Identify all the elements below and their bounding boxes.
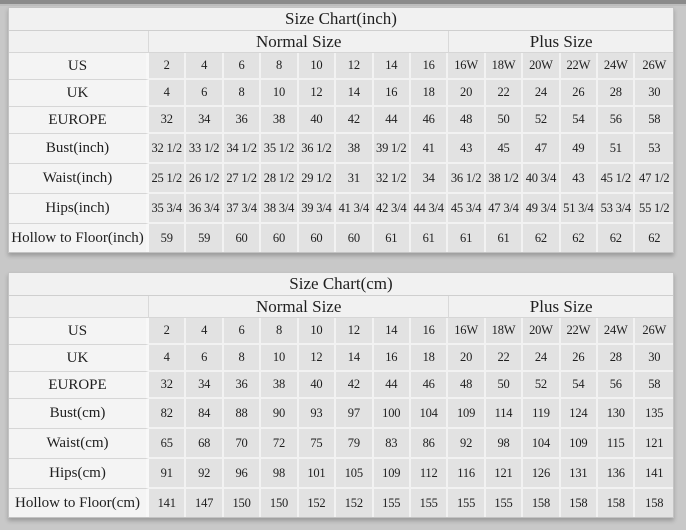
- group-header-row: [9, 31, 673, 53]
- size-cell: 141: [635, 459, 673, 489]
- size-cell: 12: [299, 345, 336, 372]
- size-cell: 32: [149, 372, 186, 399]
- size-cell: 152: [336, 489, 373, 517]
- size-cell: 24W: [598, 318, 635, 345]
- size-cell: 31: [336, 164, 373, 194]
- size-cell: 16: [374, 80, 411, 107]
- title-row: [9, 273, 673, 296]
- group-normal-size: Normal Size: [149, 296, 448, 318]
- size-cell: 60: [336, 224, 373, 252]
- size-cell: 2: [149, 318, 186, 345]
- size-cell: 6: [224, 318, 261, 345]
- size-cell: 49: [561, 134, 598, 164]
- size-cell: 28: [598, 80, 635, 107]
- row-label: Waist(cm): [9, 429, 149, 459]
- size-cell: 115: [598, 429, 635, 459]
- table-row: [9, 194, 673, 224]
- size-cell: 20W: [523, 53, 560, 80]
- size-cell: 47 3/4: [486, 194, 523, 224]
- size-cell: 4: [149, 80, 186, 107]
- size-cell: 147: [186, 489, 223, 517]
- size-cell: 98: [486, 429, 523, 459]
- size-cell: 25 1/2: [149, 164, 186, 194]
- size-cell: 18W: [486, 318, 523, 345]
- table-title: Size Chart(cm): [9, 273, 673, 296]
- size-cell: 24: [523, 345, 560, 372]
- size-cell: 32 1/2: [149, 134, 186, 164]
- size-cell: 59: [186, 224, 223, 252]
- size-cell: 61: [374, 224, 411, 252]
- size-cell: 130: [598, 399, 635, 429]
- size-cell: 56: [598, 107, 635, 134]
- size-cell: 56: [598, 372, 635, 399]
- size-cell: 104: [523, 429, 560, 459]
- size-cell: 114: [486, 399, 523, 429]
- size-cell: 16: [411, 53, 448, 80]
- size-cell: 116: [448, 459, 485, 489]
- window-top-edge: [0, 0, 686, 6]
- group-plus-size: Plus Size: [448, 31, 673, 53]
- group-plus-size: Plus Size: [448, 296, 673, 318]
- size-cell: 12: [336, 53, 373, 80]
- size-cell: 155: [448, 489, 485, 517]
- size-cell: 18: [411, 80, 448, 107]
- size-cell: 50: [486, 107, 523, 134]
- size-cell: 43: [561, 164, 598, 194]
- size-cell: 41: [411, 134, 448, 164]
- row-label: Hips(cm): [9, 459, 149, 489]
- table-row: [9, 107, 673, 134]
- size-cell: 38 1/2: [486, 164, 523, 194]
- size-cell: 51: [598, 134, 635, 164]
- row-label: EUROPE: [9, 372, 149, 399]
- size-cell: 34: [411, 164, 448, 194]
- size-cell: 59: [149, 224, 186, 252]
- row-label: Bust(inch): [9, 134, 149, 164]
- size-cell: 53 3/4: [598, 194, 635, 224]
- size-cell: 16: [411, 318, 448, 345]
- size-cell: 86: [411, 429, 448, 459]
- size-cell: 18W: [486, 53, 523, 80]
- table-row: [9, 164, 673, 194]
- size-cell: 42: [336, 372, 373, 399]
- size-cell: 82: [149, 399, 186, 429]
- size-cell: 51 3/4: [561, 194, 598, 224]
- size-cell: 44: [374, 372, 411, 399]
- size-cell: 98: [261, 459, 298, 489]
- table-row: [9, 429, 673, 459]
- size-cell: 46: [411, 107, 448, 134]
- size-cell: 30: [635, 345, 673, 372]
- row-label: Hollow to Floor(cm): [9, 489, 149, 517]
- title-row: [9, 8, 673, 31]
- size-cell: 38: [261, 107, 298, 134]
- row-label: UK: [9, 345, 149, 372]
- size-cell: 158: [561, 489, 598, 517]
- size-cell: 35 3/4: [149, 194, 186, 224]
- size-cell: 92: [186, 459, 223, 489]
- size-cell: 48: [448, 372, 485, 399]
- size-cell: 126: [523, 459, 560, 489]
- size-cell: 88: [224, 399, 261, 429]
- size-cell: 61: [411, 224, 448, 252]
- size-cell: 62: [598, 224, 635, 252]
- size-cell: 33 1/2: [186, 134, 223, 164]
- size-cell: 136: [598, 459, 635, 489]
- size-cell: 4: [149, 345, 186, 372]
- row-label: EUROPE: [9, 107, 149, 134]
- size-cell: 105: [336, 459, 373, 489]
- size-cell: 27 1/2: [224, 164, 261, 194]
- table-row: [9, 459, 673, 489]
- size-cell: 8: [224, 345, 261, 372]
- size-cell: 36: [224, 107, 261, 134]
- row-label: US: [9, 318, 149, 345]
- size-cell: 58: [635, 372, 673, 399]
- size-cell: 131: [561, 459, 598, 489]
- size-cell: 121: [486, 459, 523, 489]
- size-cell: 75: [299, 429, 336, 459]
- size-cell: 60: [224, 224, 261, 252]
- size-cell: 8: [261, 318, 298, 345]
- size-cell: 28: [598, 345, 635, 372]
- size-cell: 55 1/2: [635, 194, 673, 224]
- size-cell: 14: [336, 80, 373, 107]
- size-cell: 16W: [448, 53, 485, 80]
- size-cell: 79: [336, 429, 373, 459]
- table-title: Size Chart(inch): [9, 8, 673, 31]
- corner-cell: [9, 296, 149, 318]
- size-cell: 44 3/4: [411, 194, 448, 224]
- size-cell: 22W: [561, 318, 598, 345]
- size-cell: 158: [523, 489, 560, 517]
- size-cell: 20: [448, 80, 485, 107]
- size-cell: 4: [186, 53, 223, 80]
- size-cell: 45 3/4: [448, 194, 485, 224]
- size-cell: 10: [261, 345, 298, 372]
- size-cell: 41 3/4: [336, 194, 373, 224]
- size-cell: 14: [374, 318, 411, 345]
- size-cell: 34: [186, 372, 223, 399]
- table-row: [9, 224, 673, 252]
- size-cell: 121: [635, 429, 673, 459]
- size-cell: 2: [149, 53, 186, 80]
- row-label: Bust(cm): [9, 399, 149, 429]
- size-cell: 61: [486, 224, 523, 252]
- size-chart-inch-table: [8, 7, 674, 253]
- size-cell: 49 3/4: [523, 194, 560, 224]
- group-header-row: [9, 296, 673, 318]
- size-cell: 155: [411, 489, 448, 517]
- size-cell: 36 3/4: [186, 194, 223, 224]
- size-cell: 43: [448, 134, 485, 164]
- size-cell: 38: [261, 372, 298, 399]
- size-cell: 54: [561, 107, 598, 134]
- size-cell: 10: [299, 318, 336, 345]
- size-cell: 83: [374, 429, 411, 459]
- table-row: [9, 134, 673, 164]
- size-cell: 70: [224, 429, 261, 459]
- table-row: [9, 372, 673, 399]
- size-cell: 14: [336, 345, 373, 372]
- size-cell: 10: [261, 80, 298, 107]
- size-cell: 150: [261, 489, 298, 517]
- size-cell: 124: [561, 399, 598, 429]
- size-cell: 93: [299, 399, 336, 429]
- size-cell: 84: [186, 399, 223, 429]
- size-cell: 158: [598, 489, 635, 517]
- size-cell: 54: [561, 372, 598, 399]
- size-cell: 158: [635, 489, 673, 517]
- size-cell: 34: [186, 107, 223, 134]
- size-cell: 92: [448, 429, 485, 459]
- size-cell: 48: [448, 107, 485, 134]
- size-cell: 155: [374, 489, 411, 517]
- size-cell: 38: [336, 134, 373, 164]
- size-cell: 26 1/2: [186, 164, 223, 194]
- size-cell: 53: [635, 134, 673, 164]
- size-cell: 109: [448, 399, 485, 429]
- size-cell: 26W: [635, 53, 673, 80]
- size-cell: 38 3/4: [261, 194, 298, 224]
- size-cell: 109: [561, 429, 598, 459]
- table-row: [9, 345, 673, 372]
- size-cell: 24W: [598, 53, 635, 80]
- size-cell: 150: [224, 489, 261, 517]
- size-cell: 42 3/4: [374, 194, 411, 224]
- size-cell: 119: [523, 399, 560, 429]
- size-cell: 52: [523, 107, 560, 134]
- size-cell: 141: [149, 489, 186, 517]
- size-cell: 8: [261, 53, 298, 80]
- size-cell: 22: [486, 345, 523, 372]
- corner-cell: [9, 31, 149, 53]
- size-cell: 12: [299, 80, 336, 107]
- size-cell: 42: [336, 107, 373, 134]
- size-cell: 50: [486, 372, 523, 399]
- size-cell: 44: [374, 107, 411, 134]
- size-cell: 32: [149, 107, 186, 134]
- size-cell: 24: [523, 80, 560, 107]
- size-cell: 100: [374, 399, 411, 429]
- size-cell: 36: [224, 372, 261, 399]
- size-cell: 6: [224, 53, 261, 80]
- size-cell: 10: [299, 53, 336, 80]
- size-cell: 29 1/2: [299, 164, 336, 194]
- size-cell: 112: [411, 459, 448, 489]
- size-cell: 40 3/4: [523, 164, 560, 194]
- size-cell: 28 1/2: [261, 164, 298, 194]
- size-cell: 30: [635, 80, 673, 107]
- size-cell: 58: [635, 107, 673, 134]
- size-cell: 60: [261, 224, 298, 252]
- size-cell: 6: [186, 345, 223, 372]
- size-cell: 40: [299, 372, 336, 399]
- row-label: Hollow to Floor(inch): [9, 224, 149, 252]
- size-cell: 91: [149, 459, 186, 489]
- row-label: Waist(inch): [9, 164, 149, 194]
- size-cell: 47: [523, 134, 560, 164]
- table-row: [9, 80, 673, 107]
- size-cell: 47 1/2: [635, 164, 673, 194]
- size-cell: 4: [186, 318, 223, 345]
- size-cell: 35 1/2: [261, 134, 298, 164]
- size-cell: 6: [186, 80, 223, 107]
- size-cell: 104: [411, 399, 448, 429]
- size-cell: 20: [448, 345, 485, 372]
- size-cell: 39 1/2: [374, 134, 411, 164]
- size-cell: 62: [523, 224, 560, 252]
- size-cell: 16W: [448, 318, 485, 345]
- size-cell: 14: [374, 53, 411, 80]
- size-cell: 96: [224, 459, 261, 489]
- size-cell: 22: [486, 80, 523, 107]
- size-cell: 18: [411, 345, 448, 372]
- size-cell: 62: [635, 224, 673, 252]
- size-cell: 45 1/2: [598, 164, 635, 194]
- size-cell: 109: [374, 459, 411, 489]
- size-cell: 20W: [523, 318, 560, 345]
- table-row: [9, 53, 673, 80]
- size-cell: 72: [261, 429, 298, 459]
- size-cell: 16: [374, 345, 411, 372]
- size-cell: 26: [561, 345, 598, 372]
- size-cell: 65: [149, 429, 186, 459]
- size-cell: 90: [261, 399, 298, 429]
- size-cell: 68: [186, 429, 223, 459]
- size-cell: 45: [486, 134, 523, 164]
- size-cell: 12: [336, 318, 373, 345]
- size-cell: 34 1/2: [224, 134, 261, 164]
- size-cell: 155: [486, 489, 523, 517]
- size-cell: 97: [336, 399, 373, 429]
- size-cell: 101: [299, 459, 336, 489]
- size-cell: 37 3/4: [224, 194, 261, 224]
- size-cell: 22W: [561, 53, 598, 80]
- size-cell: 26W: [635, 318, 673, 345]
- size-cell: 32 1/2: [374, 164, 411, 194]
- size-chart-cm-table: [8, 272, 674, 518]
- size-cell: 40: [299, 107, 336, 134]
- size-cell: 36 1/2: [299, 134, 336, 164]
- group-normal-size: Normal Size: [149, 31, 448, 53]
- size-cell: 46: [411, 372, 448, 399]
- row-label: Hips(inch): [9, 194, 149, 224]
- size-cell: 60: [299, 224, 336, 252]
- size-cell: 135: [635, 399, 673, 429]
- size-cell: 36 1/2: [448, 164, 485, 194]
- table-row: [9, 318, 673, 345]
- table-row: [9, 489, 673, 517]
- size-cell: 61: [448, 224, 485, 252]
- size-cell: 8: [224, 80, 261, 107]
- size-cell: 152: [299, 489, 336, 517]
- row-label: US: [9, 53, 149, 80]
- size-cell: 26: [561, 80, 598, 107]
- row-label: UK: [9, 80, 149, 107]
- size-cell: 62: [561, 224, 598, 252]
- size-cell: 52: [523, 372, 560, 399]
- size-cell: 39 3/4: [299, 194, 336, 224]
- table-row: [9, 399, 673, 429]
